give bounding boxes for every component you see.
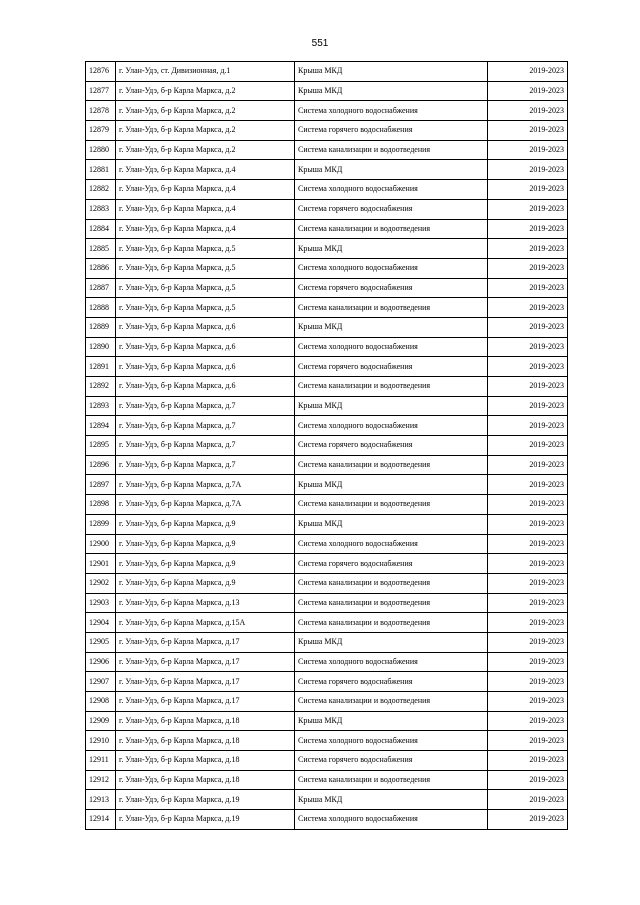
system-cell: Крыша МКД xyxy=(295,475,488,495)
period-cell: 2019-2023 xyxy=(488,258,568,278)
row-number-cell: 12899 xyxy=(86,514,116,534)
row-number-cell: 12906 xyxy=(86,652,116,672)
table-row xyxy=(86,101,568,121)
table-row xyxy=(86,573,568,593)
row-number-cell: 12881 xyxy=(86,160,116,180)
period-cell: 2019-2023 xyxy=(488,160,568,180)
registry-table-body xyxy=(86,62,568,830)
address-cell: г. Улан-Удэ, б-р Карла Маркса, д.4 xyxy=(116,219,295,239)
system-cell: Крыша МКД xyxy=(295,81,488,101)
row-number-cell: 12895 xyxy=(86,436,116,456)
system-cell: Крыша МКД xyxy=(295,790,488,810)
address-cell: г. Улан-Удэ, б-р Карла Маркса, д.2 xyxy=(116,121,295,141)
address-cell: г. Улан-Удэ, б-р Карла Маркса, д.17 xyxy=(116,652,295,672)
row-number-cell: 12880 xyxy=(86,140,116,160)
period-cell: 2019-2023 xyxy=(488,751,568,771)
period-cell: 2019-2023 xyxy=(488,416,568,436)
address-cell: г. Улан-Удэ, б-р Карла Маркса, д.7 xyxy=(116,396,295,416)
row-number-cell: 12877 xyxy=(86,81,116,101)
address-cell: г. Улан-Удэ, б-р Карла Маркса, д.19 xyxy=(116,810,295,830)
period-cell: 2019-2023 xyxy=(488,455,568,475)
table-row xyxy=(86,337,568,357)
system-cell: Система канализации и водоотведения xyxy=(295,573,488,593)
address-cell: г. Улан-Удэ, б-р Карла Маркса, д.15А xyxy=(116,613,295,633)
table-row xyxy=(86,258,568,278)
system-cell: Система холодного водоснабжения xyxy=(295,180,488,200)
row-number-cell: 12907 xyxy=(86,672,116,692)
system-cell: Система канализации и водоотведения xyxy=(295,219,488,239)
period-cell: 2019-2023 xyxy=(488,692,568,712)
row-number-cell: 12886 xyxy=(86,258,116,278)
address-cell: г. Улан-Удэ, б-р Карла Маркса, д.9 xyxy=(116,534,295,554)
system-cell: Система канализации и водоотведения xyxy=(295,593,488,613)
address-cell: г. Улан-Удэ, б-р Карла Маркса, д.9 xyxy=(116,573,295,593)
table-row xyxy=(86,495,568,515)
period-cell: 2019-2023 xyxy=(488,652,568,672)
registry-table xyxy=(85,61,568,830)
row-number-cell: 12876 xyxy=(86,62,116,82)
system-cell: Система канализации и водоотведения xyxy=(295,613,488,633)
system-cell: Крыша МКД xyxy=(295,317,488,337)
system-cell: Система холодного водоснабжения xyxy=(295,416,488,436)
row-number-cell: 12909 xyxy=(86,711,116,731)
address-cell: г. Улан-Удэ, б-р Карла Маркса, д.2 xyxy=(116,101,295,121)
system-cell: Крыша МКД xyxy=(295,632,488,652)
table-row xyxy=(86,770,568,790)
row-number-cell: 12904 xyxy=(86,613,116,633)
row-number-cell: 12891 xyxy=(86,357,116,377)
address-cell: г. Улан-Удэ, б-р Карла Маркса, д.6 xyxy=(116,317,295,337)
period-cell: 2019-2023 xyxy=(488,337,568,357)
address-cell: г. Улан-Удэ, б-р Карла Маркса, д.7А xyxy=(116,495,295,515)
page-number: 551 xyxy=(311,38,329,49)
system-cell: Крыша МКД xyxy=(295,514,488,534)
system-cell: Система холодного водоснабжения xyxy=(295,810,488,830)
table-row xyxy=(86,219,568,239)
address-cell: г. Улан-Удэ, б-р Карла Маркса, д.2 xyxy=(116,140,295,160)
system-cell: Система канализации и водоотведения xyxy=(295,495,488,515)
table-row xyxy=(86,396,568,416)
system-cell: Система канализации и водоотведения xyxy=(295,140,488,160)
address-cell: г. Улан-Удэ, б-р Карла Маркса, д.9 xyxy=(116,554,295,574)
table-row xyxy=(86,455,568,475)
period-cell: 2019-2023 xyxy=(488,495,568,515)
period-cell: 2019-2023 xyxy=(488,62,568,82)
address-cell: г. Улан-Удэ, б-р Карла Маркса, д.18 xyxy=(116,731,295,751)
period-cell: 2019-2023 xyxy=(488,731,568,751)
period-cell: 2019-2023 xyxy=(488,554,568,574)
table-row xyxy=(86,554,568,574)
period-cell: 2019-2023 xyxy=(488,101,568,121)
period-cell: 2019-2023 xyxy=(488,613,568,633)
address-cell: г. Улан-Удэ, б-р Карла Маркса, д.5 xyxy=(116,278,295,298)
period-cell: 2019-2023 xyxy=(488,396,568,416)
table-row xyxy=(86,810,568,830)
row-number-cell: 12883 xyxy=(86,199,116,219)
address-cell: г. Улан-Удэ, б-р Карла Маркса, д.4 xyxy=(116,160,295,180)
row-number-cell: 12889 xyxy=(86,317,116,337)
table-row xyxy=(86,239,568,259)
address-cell: г. Улан-Удэ, б-р Карла Маркса, д.17 xyxy=(116,672,295,692)
system-cell: Система горячего водоснабжения xyxy=(295,672,488,692)
system-cell: Система горячего водоснабжения xyxy=(295,199,488,219)
row-number-cell: 12884 xyxy=(86,219,116,239)
table-row xyxy=(86,81,568,101)
system-cell: Система канализации и водоотведения xyxy=(295,455,488,475)
table-row xyxy=(86,514,568,534)
row-number-cell: 12905 xyxy=(86,632,116,652)
table-row xyxy=(86,475,568,495)
address-cell: г. Улан-Удэ, б-р Карла Маркса, д.5 xyxy=(116,298,295,318)
period-cell: 2019-2023 xyxy=(488,180,568,200)
period-cell: 2019-2023 xyxy=(488,711,568,731)
address-cell: г. Улан-Удэ, б-р Карла Маркса, д.6 xyxy=(116,357,295,377)
address-cell: г. Улан-Удэ, б-р Карла Маркса, д.9 xyxy=(116,514,295,534)
system-cell: Система холодного водоснабжения xyxy=(295,652,488,672)
row-number-cell: 12908 xyxy=(86,692,116,712)
period-cell: 2019-2023 xyxy=(488,357,568,377)
table-row xyxy=(86,593,568,613)
row-number-cell: 12897 xyxy=(86,475,116,495)
period-cell: 2019-2023 xyxy=(488,199,568,219)
period-cell: 2019-2023 xyxy=(488,534,568,554)
row-number-cell: 12913 xyxy=(86,790,116,810)
system-cell: Система горячего водоснабжения xyxy=(295,751,488,771)
period-cell: 2019-2023 xyxy=(488,514,568,534)
row-number-cell: 12903 xyxy=(86,593,116,613)
row-number-cell: 12893 xyxy=(86,396,116,416)
system-cell: Система канализации и водоотведения xyxy=(295,692,488,712)
system-cell: Система канализации и водоотведения xyxy=(295,770,488,790)
system-cell: Система холодного водоснабжения xyxy=(295,337,488,357)
address-cell: г. Улан-Удэ, б-р Карла Маркса, д.7А xyxy=(116,475,295,495)
address-cell: г. Улан-Удэ, б-р Карла Маркса, д.4 xyxy=(116,199,295,219)
system-cell: Система горячего водоснабжения xyxy=(295,554,488,574)
table-row xyxy=(86,731,568,751)
row-number-cell: 12902 xyxy=(86,573,116,593)
table-row xyxy=(86,160,568,180)
row-number-cell: 12910 xyxy=(86,731,116,751)
address-cell: г. Улан-Удэ, б-р Карла Маркса, д.6 xyxy=(116,377,295,397)
row-number-cell: 12898 xyxy=(86,495,116,515)
table-row xyxy=(86,672,568,692)
row-number-cell: 12901 xyxy=(86,554,116,574)
table-row xyxy=(86,711,568,731)
table-row xyxy=(86,534,568,554)
row-number-cell: 12878 xyxy=(86,101,116,121)
table-row xyxy=(86,751,568,771)
system-cell: Система холодного водоснабжения xyxy=(295,534,488,554)
address-cell: г. Улан-Удэ, б-р Карла Маркса, д.5 xyxy=(116,258,295,278)
system-cell: Система горячего водоснабжения xyxy=(295,357,488,377)
row-number-cell: 12885 xyxy=(86,239,116,259)
system-cell: Система горячего водоснабжения xyxy=(295,436,488,456)
system-cell: Система горячего водоснабжения xyxy=(295,278,488,298)
period-cell: 2019-2023 xyxy=(488,298,568,318)
table-row xyxy=(86,62,568,82)
row-number-cell: 12914 xyxy=(86,810,116,830)
row-number-cell: 12879 xyxy=(86,121,116,141)
table-row xyxy=(86,436,568,456)
address-cell: г. Улан-Удэ, б-р Карла Маркса, д.17 xyxy=(116,632,295,652)
period-cell: 2019-2023 xyxy=(488,278,568,298)
address-cell: г. Улан-Удэ, б-р Карла Маркса, д.4 xyxy=(116,180,295,200)
system-cell: Система горячего водоснабжения xyxy=(295,121,488,141)
row-number-cell: 12894 xyxy=(86,416,116,436)
period-cell: 2019-2023 xyxy=(488,317,568,337)
address-cell: г. Улан-Удэ, б-р Карла Маркса, д.5 xyxy=(116,239,295,259)
system-cell: Крыша МКД xyxy=(295,160,488,180)
row-number-cell: 12890 xyxy=(86,337,116,357)
table-row xyxy=(86,613,568,633)
period-cell: 2019-2023 xyxy=(488,770,568,790)
row-number-cell: 12888 xyxy=(86,298,116,318)
period-cell: 2019-2023 xyxy=(488,436,568,456)
row-number-cell: 12896 xyxy=(86,455,116,475)
table-row xyxy=(86,692,568,712)
row-number-cell: 12900 xyxy=(86,534,116,554)
table-row xyxy=(86,121,568,141)
period-cell: 2019-2023 xyxy=(488,140,568,160)
system-cell: Система канализации и водоотведения xyxy=(295,298,488,318)
period-cell: 2019-2023 xyxy=(488,219,568,239)
row-number-cell: 12892 xyxy=(86,377,116,397)
system-cell: Крыша МКД xyxy=(295,62,488,82)
system-cell: Крыша МКД xyxy=(295,711,488,731)
address-cell: г. Улан-Удэ, б-р Карла Маркса, д.19 xyxy=(116,790,295,810)
period-cell: 2019-2023 xyxy=(488,593,568,613)
period-cell: 2019-2023 xyxy=(488,377,568,397)
period-cell: 2019-2023 xyxy=(488,632,568,652)
row-number-cell: 12887 xyxy=(86,278,116,298)
address-cell: г. Улан-Удэ, б-р Карла Маркса, д.18 xyxy=(116,711,295,731)
address-cell: г. Улан-Удэ, б-р Карла Маркса, д.6 xyxy=(116,337,295,357)
system-cell: Система канализации и водоотведения xyxy=(295,377,488,397)
period-cell: 2019-2023 xyxy=(488,672,568,692)
system-cell: Система холодного водоснабжения xyxy=(295,101,488,121)
address-cell: г. Улан-Удэ, ст. Дивизионная, д.1 xyxy=(116,62,295,82)
table-row xyxy=(86,790,568,810)
address-cell: г. Улан-Удэ, б-р Карла Маркса, д.2 xyxy=(116,81,295,101)
address-cell: г. Улан-Удэ, б-р Карла Маркса, д.13 xyxy=(116,593,295,613)
table-row xyxy=(86,199,568,219)
period-cell: 2019-2023 xyxy=(488,790,568,810)
table-row xyxy=(86,632,568,652)
system-cell: Крыша МКД xyxy=(295,239,488,259)
address-cell: г. Улан-Удэ, б-р Карла Маркса, д.7 xyxy=(116,416,295,436)
table-row xyxy=(86,377,568,397)
table-row xyxy=(86,317,568,337)
address-cell: г. Улан-Удэ, б-р Карла Маркса, д.7 xyxy=(116,455,295,475)
system-cell: Крыша МКД xyxy=(295,396,488,416)
address-cell: г. Улан-Удэ, б-р Карла Маркса, д.18 xyxy=(116,751,295,771)
row-number-cell: 12911 xyxy=(86,751,116,771)
address-cell: г. Улан-Удэ, б-р Карла Маркса, д.17 xyxy=(116,692,295,712)
period-cell: 2019-2023 xyxy=(488,475,568,495)
table-row xyxy=(86,357,568,377)
period-cell: 2019-2023 xyxy=(488,810,568,830)
table-row xyxy=(86,140,568,160)
row-number-cell: 12882 xyxy=(86,180,116,200)
address-cell: г. Улан-Удэ, б-р Карла Маркса, д.18 xyxy=(116,770,295,790)
period-cell: 2019-2023 xyxy=(488,573,568,593)
period-cell: 2019-2023 xyxy=(488,121,568,141)
table-row xyxy=(86,180,568,200)
table-row xyxy=(86,416,568,436)
system-cell: Система холодного водоснабжения xyxy=(295,731,488,751)
address-cell: г. Улан-Удэ, б-р Карла Маркса, д.7 xyxy=(116,436,295,456)
row-number-cell: 12912 xyxy=(86,770,116,790)
system-cell: Система холодного водоснабжения xyxy=(295,258,488,278)
table-row xyxy=(86,652,568,672)
period-cell: 2019-2023 xyxy=(488,81,568,101)
table-row xyxy=(86,298,568,318)
period-cell: 2019-2023 xyxy=(488,239,568,259)
table-row xyxy=(86,278,568,298)
